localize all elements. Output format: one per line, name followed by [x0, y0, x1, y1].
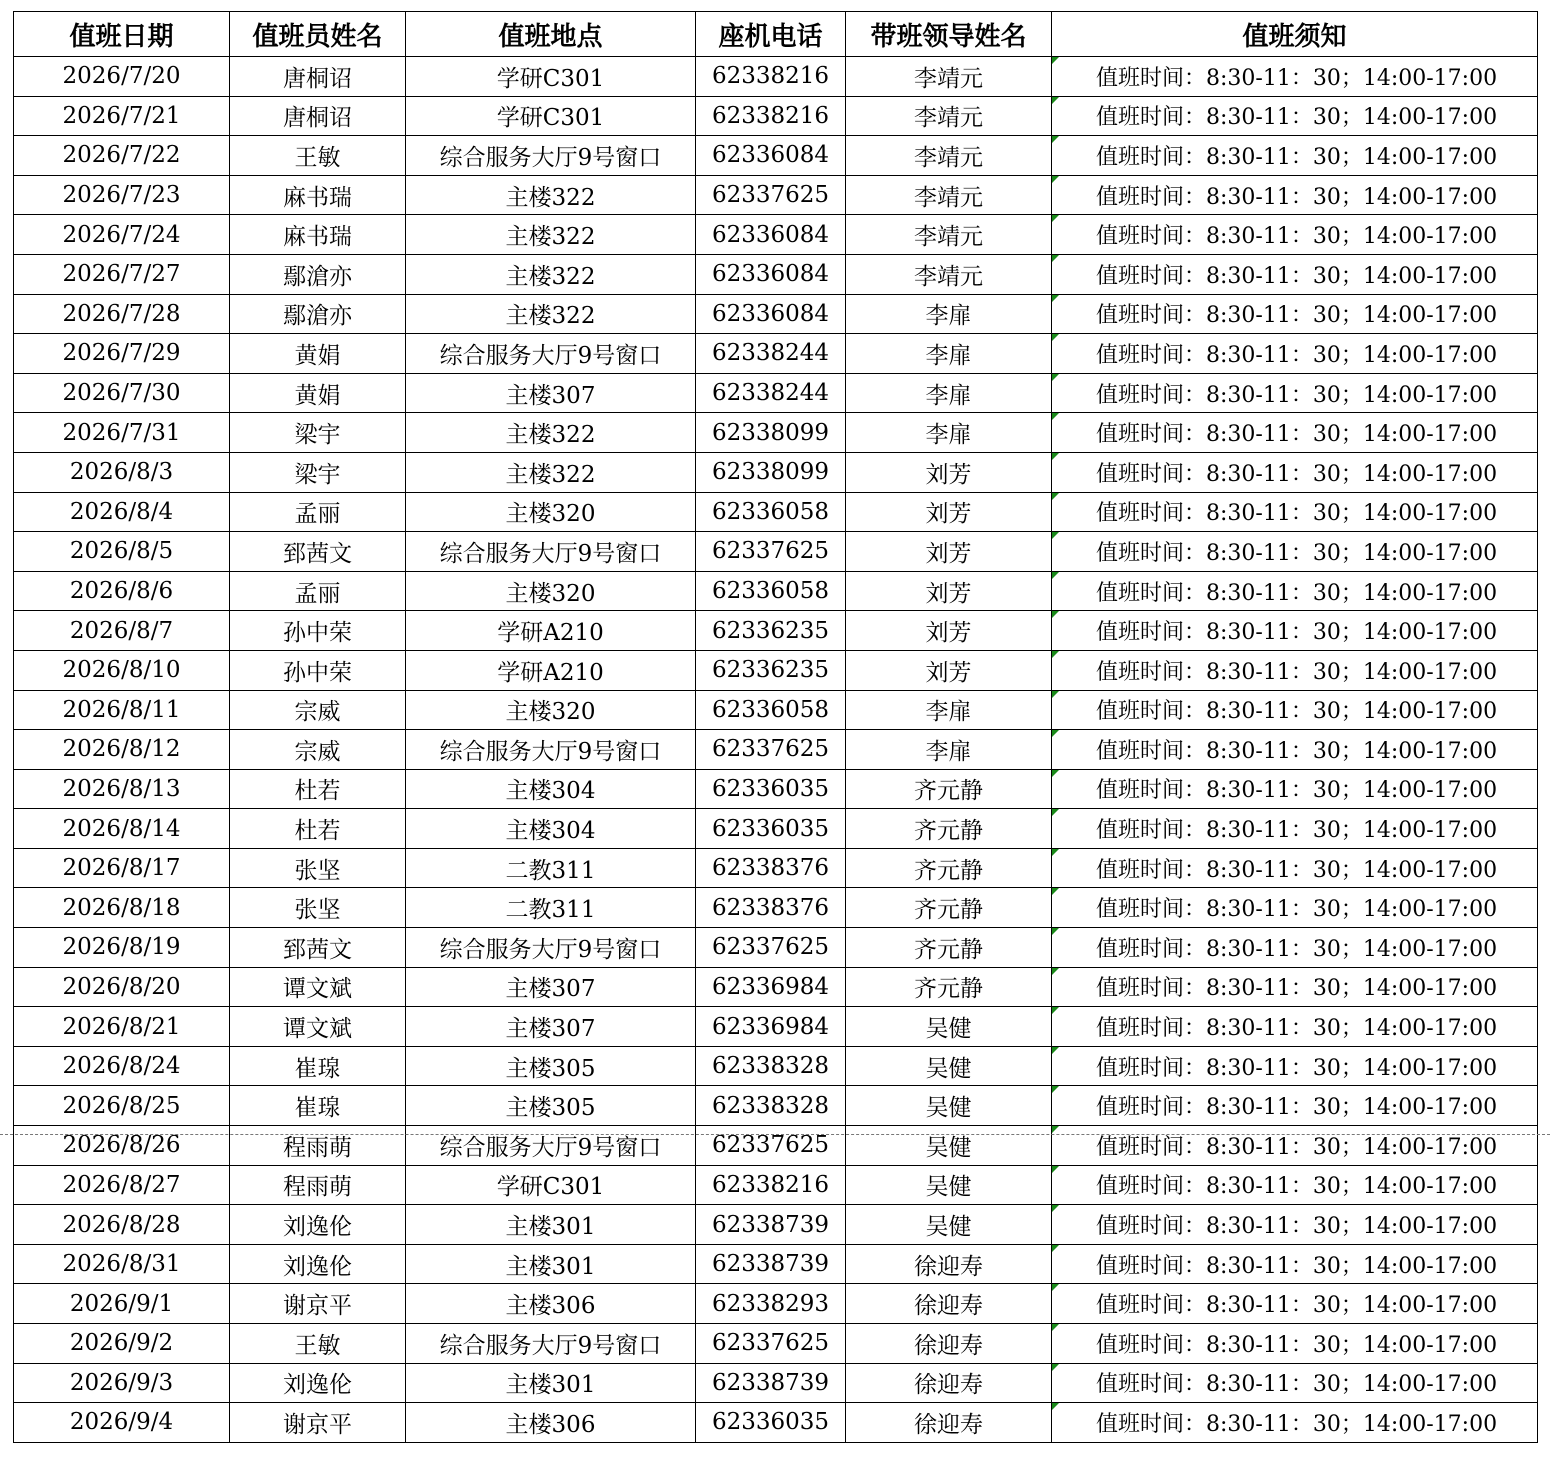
cell-leader: 刘芳: [846, 571, 1052, 611]
cell-staff-name: 崔瑔: [230, 1046, 406, 1086]
cell-notes: 值班时间：8:30-11：30；14:00-17:00: [1052, 492, 1538, 532]
cell-phone: 62336084: [696, 136, 846, 176]
cell-date: 2026/8/27: [14, 1165, 230, 1205]
cell-phone: 62338099: [696, 452, 846, 492]
cell-date: 2026/8/10: [14, 650, 230, 690]
cell-notes: 值班时间：8:30-11：30；14:00-17:00: [1052, 1086, 1538, 1126]
cell-staff-name: 孟丽: [230, 492, 406, 532]
table-row: [14, 809, 1538, 849]
table-row: [14, 96, 1538, 136]
header-phone: 座机电话: [696, 12, 846, 57]
cell-location: 学研C301: [406, 57, 696, 97]
cell-notes: 值班时间：8:30-11：30；14:00-17:00: [1052, 1126, 1538, 1166]
table-row: [14, 1205, 1538, 1245]
cell-date: 2026/8/26: [14, 1126, 230, 1166]
cell-phone: 62336035: [696, 769, 846, 809]
cell-staff-name: 郅茜文: [230, 532, 406, 572]
cell-leader: 李扉: [846, 294, 1052, 334]
cell-leader: 李扉: [846, 413, 1052, 453]
cell-date: 2026/8/17: [14, 848, 230, 888]
cell-location: 主楼305: [406, 1046, 696, 1086]
cell-phone: 62337625: [696, 175, 846, 215]
cell-leader: 刘芳: [846, 611, 1052, 651]
cell-phone: 62337625: [696, 730, 846, 770]
cell-date: 2026/8/3: [14, 452, 230, 492]
cell-notes: 值班时间：8:30-11：30；14:00-17:00: [1052, 373, 1538, 413]
cell-date: 2026/9/1: [14, 1284, 230, 1324]
table-row: [14, 452, 1538, 492]
cell-leader: 李扉: [846, 334, 1052, 374]
cell-location: 主楼301: [406, 1205, 696, 1245]
cell-date: 2026/8/20: [14, 967, 230, 1007]
cell-phone: 62336058: [696, 492, 846, 532]
cell-notes: 值班时间：8:30-11：30；14:00-17:00: [1052, 690, 1538, 730]
cell-notes: 值班时间：8:30-11：30；14:00-17:00: [1052, 928, 1538, 968]
cell-location: 主楼304: [406, 809, 696, 849]
cell-staff-name: 谢京平: [230, 1403, 406, 1443]
cell-leader: 徐迎寿: [846, 1363, 1052, 1403]
page-break-line: [0, 1134, 1550, 1135]
cell-staff-name: 程雨萌: [230, 1165, 406, 1205]
cell-date: 2026/7/24: [14, 215, 230, 255]
cell-notes: 值班时间：8:30-11：30；14:00-17:00: [1052, 532, 1538, 572]
cell-location: 主楼304: [406, 769, 696, 809]
cell-phone: 62336084: [696, 215, 846, 255]
cell-location: 主楼322: [406, 294, 696, 334]
header-leader: 带班领导姓名: [846, 12, 1052, 57]
cell-location: 二教311: [406, 848, 696, 888]
cell-notes: 值班时间：8:30-11：30；14:00-17:00: [1052, 1284, 1538, 1324]
cell-notes: 值班时间：8:30-11：30；14:00-17:00: [1052, 254, 1538, 294]
cell-leader: 徐迎寿: [846, 1284, 1052, 1324]
cell-leader: 齐元静: [846, 928, 1052, 968]
cell-notes: 值班时间：8:30-11：30；14:00-17:00: [1052, 1244, 1538, 1284]
header-row: [14, 12, 1538, 57]
cell-leader: 李靖元: [846, 96, 1052, 136]
cell-staff-name: 梁宇: [230, 452, 406, 492]
cell-date: 2026/8/24: [14, 1046, 230, 1086]
cell-date: 2026/8/6: [14, 571, 230, 611]
cell-leader: 刘芳: [846, 452, 1052, 492]
cell-phone: 62336035: [696, 1403, 846, 1443]
cell-staff-name: 宗威: [230, 730, 406, 770]
cell-phone: 62337625: [696, 928, 846, 968]
header-staff-name: 值班员姓名: [230, 12, 406, 57]
table-row: [14, 769, 1538, 809]
table-row: [14, 413, 1538, 453]
cell-date: 2026/7/20: [14, 57, 230, 97]
cell-phone: 62337625: [696, 1126, 846, 1166]
cell-location: 主楼320: [406, 571, 696, 611]
duty-roster-table: [13, 11, 1538, 1443]
cell-staff-name: 鄢滄亦: [230, 294, 406, 334]
cell-notes: 值班时间：8:30-11：30；14:00-17:00: [1052, 294, 1538, 334]
cell-date: 2026/8/5: [14, 532, 230, 572]
cell-leader: 吴健: [846, 1046, 1052, 1086]
cell-notes: 值班时间：8:30-11：30；14:00-17:00: [1052, 769, 1538, 809]
cell-leader: 李靖元: [846, 215, 1052, 255]
cell-notes: 值班时间：8:30-11：30；14:00-17:00: [1052, 650, 1538, 690]
table-row: [14, 1086, 1538, 1126]
cell-leader: 吴健: [846, 1086, 1052, 1126]
cell-date: 2026/8/28: [14, 1205, 230, 1245]
table-row: [14, 334, 1538, 374]
table-row: [14, 690, 1538, 730]
cell-notes: 值班时间：8:30-11：30；14:00-17:00: [1052, 967, 1538, 1007]
cell-date: 2026/8/7: [14, 611, 230, 651]
table-row: [14, 1007, 1538, 1047]
cell-location: 主楼306: [406, 1403, 696, 1443]
cell-location: 主楼301: [406, 1363, 696, 1403]
cell-phone: 62336084: [696, 254, 846, 294]
cell-location: 学研A210: [406, 650, 696, 690]
cell-phone: 62336235: [696, 611, 846, 651]
cell-leader: 吴健: [846, 1126, 1052, 1166]
cell-date: 2026/8/11: [14, 690, 230, 730]
table-row: [14, 1324, 1538, 1364]
cell-location: 主楼322: [406, 452, 696, 492]
table-row: [14, 373, 1538, 413]
cell-date: 2026/8/13: [14, 769, 230, 809]
cell-staff-name: 王敏: [230, 136, 406, 176]
cell-location: 主楼307: [406, 1007, 696, 1047]
table-row: [14, 136, 1538, 176]
cell-notes: 值班时间：8:30-11：30；14:00-17:00: [1052, 611, 1538, 651]
cell-date: 2026/8/21: [14, 1007, 230, 1047]
cell-date: 2026/7/22: [14, 136, 230, 176]
cell-phone: 62336984: [696, 967, 846, 1007]
cell-phone: 62338216: [696, 57, 846, 97]
cell-staff-name: 孙中荣: [230, 650, 406, 690]
cell-phone: 62338244: [696, 373, 846, 413]
cell-date: 2026/9/4: [14, 1403, 230, 1443]
cell-phone: 62338739: [696, 1244, 846, 1284]
cell-staff-name: 刘逸伦: [230, 1205, 406, 1245]
table-row: [14, 294, 1538, 334]
table-row: [14, 1284, 1538, 1324]
cell-leader: 刘芳: [846, 532, 1052, 572]
cell-date: 2026/9/3: [14, 1363, 230, 1403]
cell-date: 2026/7/28: [14, 294, 230, 334]
cell-phone: 62338216: [696, 1165, 846, 1205]
cell-notes: 值班时间：8:30-11：30；14:00-17:00: [1052, 1324, 1538, 1364]
cell-phone: 62338293: [696, 1284, 846, 1324]
cell-location: 综合服务大厅9号窗口: [406, 1324, 696, 1364]
cell-date: 2026/8/19: [14, 928, 230, 968]
cell-notes: 值班时间：8:30-11：30；14:00-17:00: [1052, 888, 1538, 928]
cell-leader: 齐元静: [846, 809, 1052, 849]
cell-location: 主楼322: [406, 413, 696, 453]
cell-notes: 值班时间：8:30-11：30；14:00-17:00: [1052, 1046, 1538, 1086]
cell-leader: 徐迎寿: [846, 1403, 1052, 1443]
table-row: [14, 492, 1538, 532]
cell-phone: 62338376: [696, 848, 846, 888]
cell-location: 综合服务大厅9号窗口: [406, 928, 696, 968]
cell-leader: 李扉: [846, 373, 1052, 413]
cell-date: 2026/7/21: [14, 96, 230, 136]
table-row: [14, 57, 1538, 97]
cell-date: 2026/7/31: [14, 413, 230, 453]
cell-location: 二教311: [406, 888, 696, 928]
cell-notes: 值班时间：8:30-11：30；14:00-17:00: [1052, 848, 1538, 888]
cell-location: 学研A210: [406, 611, 696, 651]
cell-phone: 62336058: [696, 571, 846, 611]
cell-phone: 62338216: [696, 96, 846, 136]
cell-location: 主楼307: [406, 373, 696, 413]
cell-date: 2026/8/4: [14, 492, 230, 532]
cell-date: 2026/8/18: [14, 888, 230, 928]
table-row: [14, 1403, 1538, 1443]
cell-location: 综合服务大厅9号窗口: [406, 136, 696, 176]
cell-date: 2026/7/27: [14, 254, 230, 294]
cell-date: 2026/8/31: [14, 1244, 230, 1284]
cell-staff-name: 张坚: [230, 848, 406, 888]
table-row: [14, 175, 1538, 215]
cell-staff-name: 崔瑔: [230, 1086, 406, 1126]
cell-leader: 吴健: [846, 1205, 1052, 1245]
cell-notes: 值班时间：8:30-11：30；14:00-17:00: [1052, 413, 1538, 453]
cell-location: 学研C301: [406, 96, 696, 136]
cell-staff-name: 刘逸伦: [230, 1244, 406, 1284]
cell-staff-name: 麻书瑞: [230, 175, 406, 215]
cell-date: 2026/8/14: [14, 809, 230, 849]
cell-location: 主楼305: [406, 1086, 696, 1126]
cell-notes: 值班时间：8:30-11：30；14:00-17:00: [1052, 1403, 1538, 1443]
table-row: [14, 888, 1538, 928]
table-row: [14, 967, 1538, 1007]
cell-phone: 62336984: [696, 1007, 846, 1047]
cell-staff-name: 麻书瑞: [230, 215, 406, 255]
cell-date: 2026/7/29: [14, 334, 230, 374]
cell-phone: 62338376: [696, 888, 846, 928]
cell-date: 2026/8/25: [14, 1086, 230, 1126]
cell-location: 主楼322: [406, 254, 696, 294]
cell-leader: 李扉: [846, 730, 1052, 770]
cell-location: 主楼307: [406, 967, 696, 1007]
cell-leader: 齐元静: [846, 888, 1052, 928]
table-row: [14, 1165, 1538, 1205]
cell-leader: 李靖元: [846, 57, 1052, 97]
cell-location: 主楼320: [406, 690, 696, 730]
cell-leader: 李靖元: [846, 136, 1052, 176]
cell-phone: 62338739: [696, 1205, 846, 1245]
cell-leader: 齐元静: [846, 769, 1052, 809]
cell-notes: 值班时间：8:30-11：30；14:00-17:00: [1052, 730, 1538, 770]
table-row: [14, 254, 1538, 294]
header-date: 值班日期: [14, 12, 230, 57]
cell-notes: 值班时间：8:30-11：30；14:00-17:00: [1052, 1007, 1538, 1047]
cell-notes: 值班时间：8:30-11：30；14:00-17:00: [1052, 96, 1538, 136]
cell-phone: 62336058: [696, 690, 846, 730]
cell-date: 2026/7/23: [14, 175, 230, 215]
cell-phone: 62337625: [696, 532, 846, 572]
table-row: [14, 532, 1538, 572]
cell-staff-name: 宗威: [230, 690, 406, 730]
cell-location: 主楼322: [406, 175, 696, 215]
table-row: [14, 215, 1538, 255]
cell-phone: 62337625: [696, 1324, 846, 1364]
cell-leader: 齐元静: [846, 848, 1052, 888]
cell-date: 2026/8/12: [14, 730, 230, 770]
cell-leader: 吴健: [846, 1007, 1052, 1047]
cell-location: 综合服务大厅9号窗口: [406, 1126, 696, 1166]
table-row: [14, 1244, 1538, 1284]
cell-location: 学研C301: [406, 1165, 696, 1205]
cell-staff-name: 唐桐诏: [230, 96, 406, 136]
cell-date: 2026/9/2: [14, 1324, 230, 1364]
cell-staff-name: 谭文斌: [230, 967, 406, 1007]
cell-staff-name: 孙中荣: [230, 611, 406, 651]
cell-staff-name: 谭文斌: [230, 1007, 406, 1047]
cell-phone: 62338328: [696, 1046, 846, 1086]
cell-staff-name: 唐桐诏: [230, 57, 406, 97]
cell-staff-name: 张坚: [230, 888, 406, 928]
cell-location: 综合服务大厅9号窗口: [406, 730, 696, 770]
cell-notes: 值班时间：8:30-11：30；14:00-17:00: [1052, 1205, 1538, 1245]
cell-location: 综合服务大厅9号窗口: [406, 334, 696, 374]
cell-phone: 62338099: [696, 413, 846, 453]
cell-notes: 值班时间：8:30-11：30；14:00-17:00: [1052, 175, 1538, 215]
cell-phone: 62338244: [696, 334, 846, 374]
cell-leader: 李靖元: [846, 254, 1052, 294]
cell-notes: 值班时间：8:30-11：30；14:00-17:00: [1052, 1165, 1538, 1205]
cell-staff-name: 程雨萌: [230, 1126, 406, 1166]
cell-staff-name: 孟丽: [230, 571, 406, 611]
table-row: [14, 1046, 1538, 1086]
cell-notes: 值班时间：8:30-11：30；14:00-17:00: [1052, 57, 1538, 97]
cell-notes: 值班时间：8:30-11：30；14:00-17:00: [1052, 571, 1538, 611]
header-notes: 值班须知: [1052, 12, 1538, 57]
cell-location: 主楼320: [406, 492, 696, 532]
cell-phone: 62336084: [696, 294, 846, 334]
cell-staff-name: 鄢滄亦: [230, 254, 406, 294]
cell-staff-name: 王敏: [230, 1324, 406, 1364]
cell-staff-name: 杜若: [230, 769, 406, 809]
cell-leader: 李扉: [846, 690, 1052, 730]
cell-leader: 李靖元: [846, 175, 1052, 215]
cell-leader: 刘芳: [846, 492, 1052, 532]
cell-staff-name: 黄娟: [230, 373, 406, 413]
cell-location: 主楼322: [406, 215, 696, 255]
table-row: [14, 848, 1538, 888]
cell-staff-name: 梁宇: [230, 413, 406, 453]
cell-staff-name: 谢京平: [230, 1284, 406, 1324]
cell-leader: 徐迎寿: [846, 1324, 1052, 1364]
table-row: [14, 730, 1538, 770]
table-row: [14, 611, 1538, 651]
cell-notes: 值班时间：8:30-11：30；14:00-17:00: [1052, 136, 1538, 176]
cell-phone: 62336235: [696, 650, 846, 690]
cell-phone: 62336035: [696, 809, 846, 849]
cell-notes: 值班时间：8:30-11：30；14:00-17:00: [1052, 809, 1538, 849]
roster-body: [14, 57, 1538, 1443]
cell-leader: 刘芳: [846, 650, 1052, 690]
cell-date: 2026/7/30: [14, 373, 230, 413]
cell-notes: 值班时间：8:30-11：30；14:00-17:00: [1052, 334, 1538, 374]
cell-staff-name: 杜若: [230, 809, 406, 849]
cell-phone: 62338739: [696, 1363, 846, 1403]
cell-location: 主楼301: [406, 1244, 696, 1284]
cell-notes: 值班时间：8:30-11：30；14:00-17:00: [1052, 1363, 1538, 1403]
table-row: [14, 1126, 1538, 1166]
cell-leader: 徐迎寿: [846, 1244, 1052, 1284]
cell-leader: 吴健: [846, 1165, 1052, 1205]
cell-leader: 齐元静: [846, 967, 1052, 1007]
table-row: [14, 650, 1538, 690]
table-row: [14, 1363, 1538, 1403]
cell-notes: 值班时间：8:30-11：30；14:00-17:00: [1052, 452, 1538, 492]
cell-phone: 62338328: [696, 1086, 846, 1126]
cell-location: 主楼306: [406, 1284, 696, 1324]
cell-staff-name: 黄娟: [230, 334, 406, 374]
table-row: [14, 571, 1538, 611]
cell-notes: 值班时间：8:30-11：30；14:00-17:00: [1052, 215, 1538, 255]
cell-staff-name: 郅茜文: [230, 928, 406, 968]
cell-staff-name: 刘逸伦: [230, 1363, 406, 1403]
header-location: 值班地点: [406, 12, 696, 57]
cell-location: 综合服务大厅9号窗口: [406, 532, 696, 572]
table-row: [14, 928, 1538, 968]
